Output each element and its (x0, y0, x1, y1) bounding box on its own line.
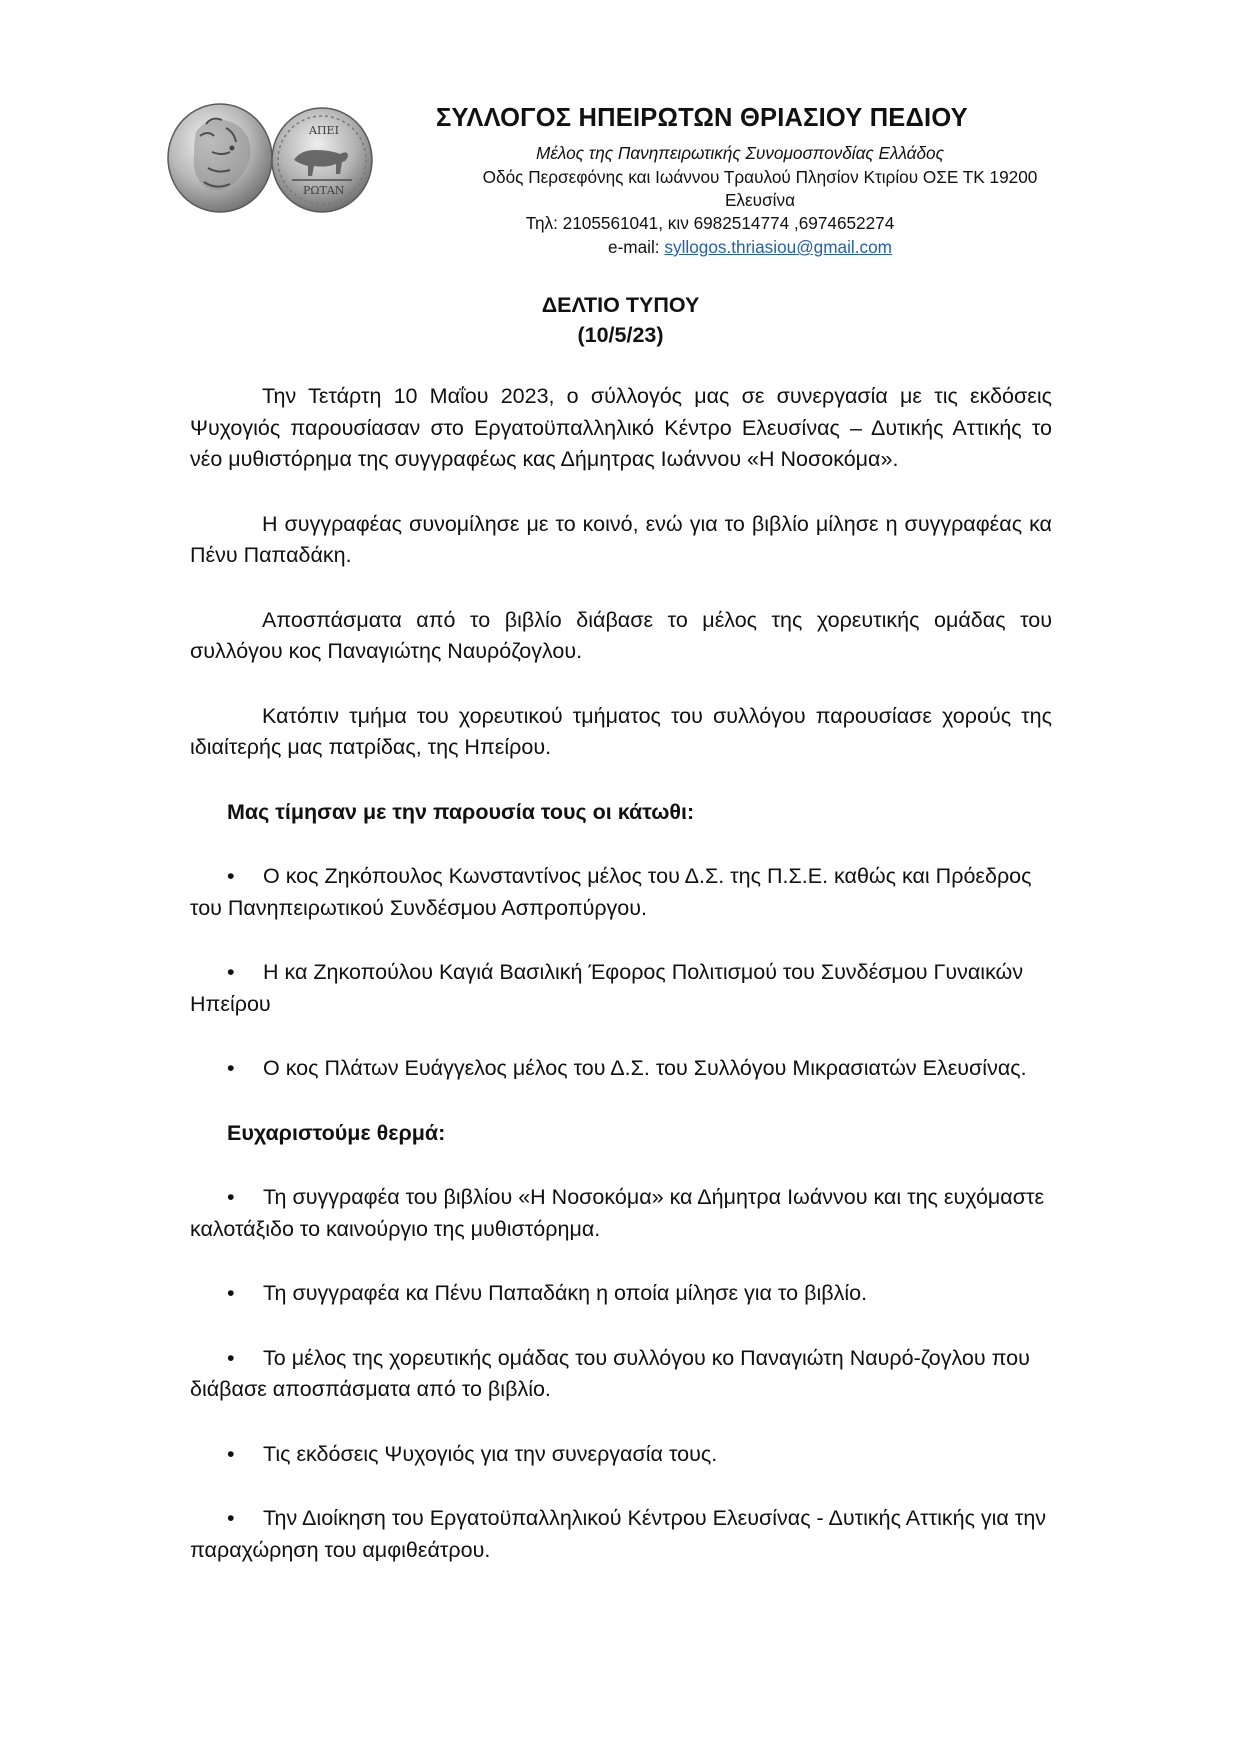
honored-heading: Μας τίμησαν με την παρουσία τους οι κάτωθι: (227, 799, 695, 824)
document-date: (10/5/23) (577, 323, 664, 347)
honored-list (190, 861, 1052, 1085)
list-item: • Ο κος Πλάτων Ευάγγελος μέλος του Δ.Σ. του Συλλόγου Μικρασιατών Ελευσίνας. (190, 1053, 1052, 1085)
list-item: • Η κα Ζηκοπούλου Καγιά Βασιλική Έφορος Πολιτισμού του Συνδέσμου Γυναικών Ηπείρου (190, 957, 1052, 1020)
paragraph: Κατόπιν τμήμα του χορευτικού τμήματος του συλλόγου παρουσίασε χορούς της ιδιαίτερής μας πατρίδας, της Ηπείρου. (190, 703, 1052, 759)
organization-address: Οδός Περσεφόνης και Ιωάννου Τραυλού Πλησίον Κτιρίου ΟΣΕ ΤΚ 19200 (482, 167, 1038, 187)
organization-city: Ελευσίνα (724, 190, 796, 210)
list-item: • Ο κος Ζηκόπουλος Κωνσταντίνος μέλος του Δ.Σ. της Π.Σ.Ε. καθώς και Πρόεδρος του Πανηπειρωτικού Συνδέσμου Ασπροπύργου. (190, 861, 1052, 924)
paragraph: Η συγγραφέας συνομίλησε με το κοινό, ενώ για το βιβλίο μίλησε η συγγραφέας κα Πένυ Παπαδάκη. (190, 511, 1052, 567)
bullet-icon: • (227, 1185, 235, 1209)
coin-bottom-lettering: ΡΩΤΑΝ (303, 184, 345, 197)
list-item: • Την Διοίκηση του Εργατοϋπαλληλικού Κέντρου Ελευσίνας - Δυτικής Αττικής για την παραχώρηση του αμφιθεάτρου. (190, 1503, 1052, 1566)
email-link[interactable]: syllogos.thriasiou@gmail.com (664, 237, 892, 257)
bullet-icon: • (227, 960, 235, 984)
bullet-icon: • (227, 1506, 235, 1530)
organization-email-line (480, 237, 1020, 258)
organization-phone: Τηλ: 2105561041, κιν 6982514774 ,6974652274 (525, 213, 895, 233)
bullet-icon: • (227, 1345, 235, 1370)
paragraph: Αποσπάσματα από το βιβλίο διάβασε το μέλος της χορευτικής ομάδας του συλλόγου κος Παναγιώτης Ναυρόζογλου. (190, 607, 1052, 663)
organization-name: ΣΥΛΛΟΓΟΣ ΗΠΕΙΡΩΤΩΝ ΘΡΙΑΣΙΟΥ ΠΕΔΙΟΥ (436, 104, 968, 132)
bullet-icon: • (227, 1441, 235, 1466)
list-item: • Το μέλος της χορευτικής ομάδας του συλλόγου κο Παναγιώτη Ναυρό-ζογλου που διάβασε αποσπάσματα από το βιβλίο. (190, 1343, 1052, 1406)
bullet-icon: • (227, 1281, 235, 1305)
thanks-list (190, 1182, 1052, 1566)
coins-logo (166, 102, 376, 214)
document-title: ΔΕΛΤΙΟ ΤΥΠΟΥ (541, 293, 700, 317)
email-label: e-mail: (608, 237, 665, 257)
coin-top-lettering: ΑΠΕΙ (309, 124, 339, 137)
paragraph: Την Τετάρτη 10 Μαΐου 2023, ο σύλλογός μας σε συνεργασία με τις εκδόσεις Ψυχογιός παρουσίασαν στο Εργατοϋπαλληλικό Κέντρο Ελευσίνας – Δυτικής Αττικής το νέο μυθιστόρημα της συγγραφέως κας Δήμητρας Ιωάννου «Η Νοσοκόμα». (190, 384, 1052, 471)
list-item: • Τη συγγραφέα κα Πένυ Παπαδάκη η οποία μίλησε για το βιβλίο. (190, 1278, 1052, 1310)
bullet-icon: • (227, 1056, 235, 1080)
thanks-heading: Ευχαριστούμε θερμά: (227, 1120, 446, 1145)
list-item: • Τη συγγραφέα του βιβλίου «Η Νοσοκόμα» κα Δήμητρα Ιωάννου και της ευχόμαστε καλοτάξιδο το καινούργιο της μυθιστόρημα. (190, 1182, 1052, 1245)
list-item: • Τις εκδόσεις Ψυχογιός για την συνεργασία τους. (190, 1439, 1052, 1471)
bullet-icon: • (227, 864, 235, 888)
document-body (190, 381, 1052, 1599)
organization-subtitle: Μέλος της Πανηπειρωτικής Συνομοσπονδίας Ελλάδος (536, 143, 944, 163)
